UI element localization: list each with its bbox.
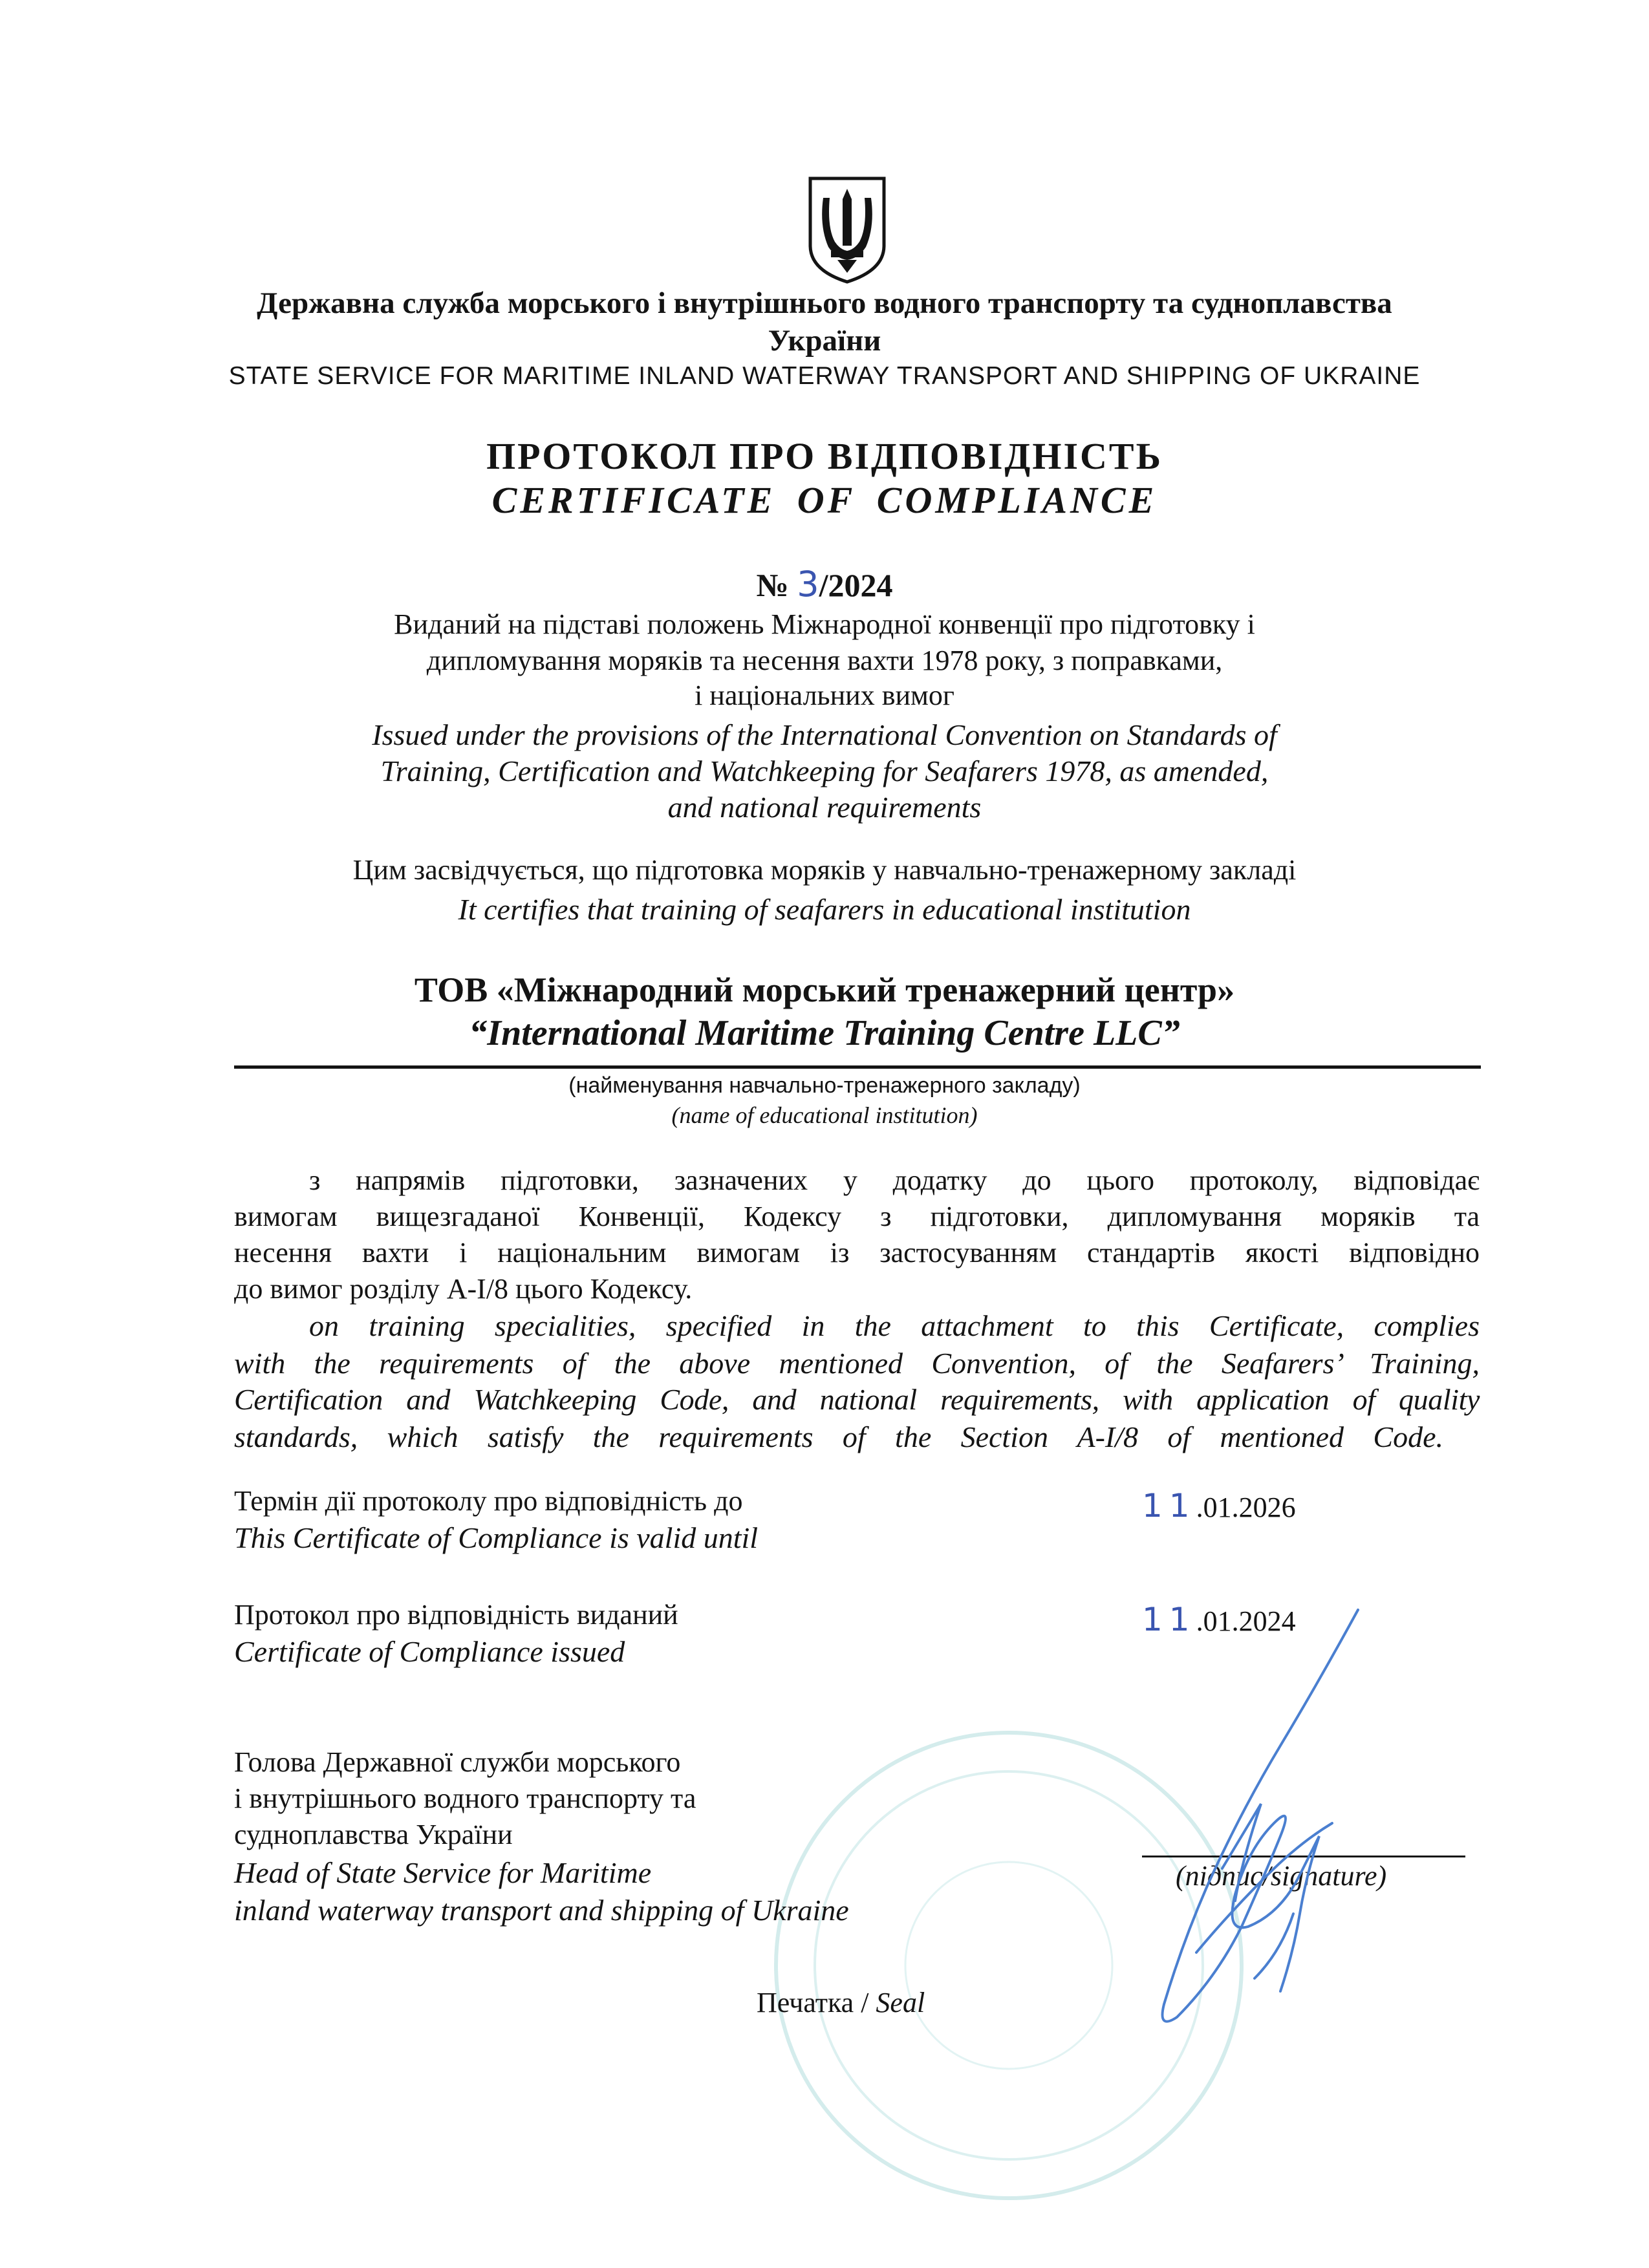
compliance-en-line2: with the requirements of the above mentioned Convention, of the Seafarers’ Training, <box>234 1347 1480 1380</box>
handwritten-signature <box>1086 1590 1449 2043</box>
certifies-en: It certifies that training of seafarers in educational institution <box>458 893 1191 926</box>
basis-en-line3: and national requirements <box>667 791 982 824</box>
compliance-ua-line4: до вимог розділу A-I/8 цього Кодексу. <box>234 1273 693 1305</box>
institution-underline <box>234 1065 1481 1069</box>
compliance-en-line1: on training specialities, specified in the attachment to this Certificate, complies <box>309 1309 1480 1342</box>
basis-en-line2: Training, Certification and Watchkeeping for Seafarers 1978, as amended, <box>380 754 1269 787</box>
agency-name-ua-line2: України <box>768 324 881 358</box>
certificate-number <box>0 564 1649 604</box>
basis-ua-line2: дипломування моряків та несення вахти 1978 року, з поправками, <box>426 645 1223 676</box>
validity-date <box>1142 1487 1296 1524</box>
number-prefix: № <box>756 567 789 603</box>
coat-of-arms-emblem <box>805 175 889 284</box>
validity-label-en: This Certificate of Compliance is valid until <box>234 1521 759 1554</box>
basis-en-line1: Issued under the provisions of the International Convention on Standards of <box>372 718 1277 751</box>
head-title-ua-line1: Голова Державної служби морського <box>234 1746 681 1778</box>
compliance-ua-line3: несення вахти і національним вимогам із застосуванням стандартів якості відповідно <box>234 1237 1480 1268</box>
number-year: /2024 <box>819 567 893 603</box>
certifies-ua: Цим засвідчується, що підготовка моряків у навчально-тренажерному закладі <box>352 854 1297 886</box>
seal-label-ua: Печатка / <box>757 1987 869 2018</box>
compliance-en-line3: Certification and Watchkeeping Code, and national requirements, with application of quality <box>234 1383 1480 1416</box>
agency-name-en: STATE SERVICE FOR MARITIME INLAND WATERWAY TRANSPORT AND SHIPPING OF UKRAINE <box>228 362 1421 390</box>
issued-date-rest: .01.2024 <box>1196 1605 1296 1637</box>
head-title-ua-line3: судноплавства України <box>234 1819 513 1850</box>
institution-name-en: “International Maritime Training Centre LLC” <box>469 1013 1180 1053</box>
title-ua: ПРОТОКОЛ ПРО ВІДПОВІДНІСТЬ <box>486 435 1163 477</box>
basis-ua-line1: Виданий на підставі положень Міжнародної конвенції про підготовку і <box>394 608 1255 640</box>
trident-icon <box>805 175 889 284</box>
institution-caption-en: (name of educational institution) <box>671 1102 978 1128</box>
agency-name-ua-line1: Державна служба морського і внутрішнього водного транспорту та судноплавства <box>257 286 1392 320</box>
basis-ua-line3: і національних вимог <box>695 679 954 711</box>
institution-caption-ua: (найменування навчально-тренажерного закладу) <box>568 1073 1081 1098</box>
head-title-ua-line2: і внутрішнього водного транспорту та <box>234 1782 696 1814</box>
compliance-ua-line1: з напрямів підготовки, зазначених у додатку до цього протоколу, відповідає <box>309 1164 1480 1196</box>
validity-label-ua: Термін дії протоколу про відповідність до <box>234 1485 743 1517</box>
validity-date-rest: .01.2026 <box>1196 1492 1296 1523</box>
title-en: CERTIFICATE OF COMPLIANCE <box>491 479 1158 521</box>
validity-handwritten-day: 11 <box>1142 1487 1196 1524</box>
seal-label <box>757 1986 925 2019</box>
signature-caption: (підпис/signature) <box>1176 1860 1387 1892</box>
handwritten-number: 3 <box>797 564 819 604</box>
seal-label-en: Seal <box>876 1987 925 2018</box>
issued-label-en: Certificate of Compliance issued <box>234 1635 625 1668</box>
head-title-en-line1: Head of State Service for Maritime <box>234 1856 652 1889</box>
institution-name-ua: ТОВ «Міжнародний морський тренажерний центр» <box>414 970 1235 1009</box>
compliance-en-line4: standards, which satisfy the requirements of the Section A-I/8 of mentioned Code. <box>234 1420 1443 1453</box>
head-title-en-line2: inland waterway transport and shipping of Ukraine <box>234 1894 849 1927</box>
compliance-ua-line2: вимогам вищезгаданої Конвенції, Кодексу з підготовки, дипломування моряків та <box>234 1201 1480 1232</box>
issued-label-ua: Протокол про відповідність виданий <box>234 1599 678 1631</box>
issued-handwritten-day: 11 <box>1142 1601 1196 1638</box>
